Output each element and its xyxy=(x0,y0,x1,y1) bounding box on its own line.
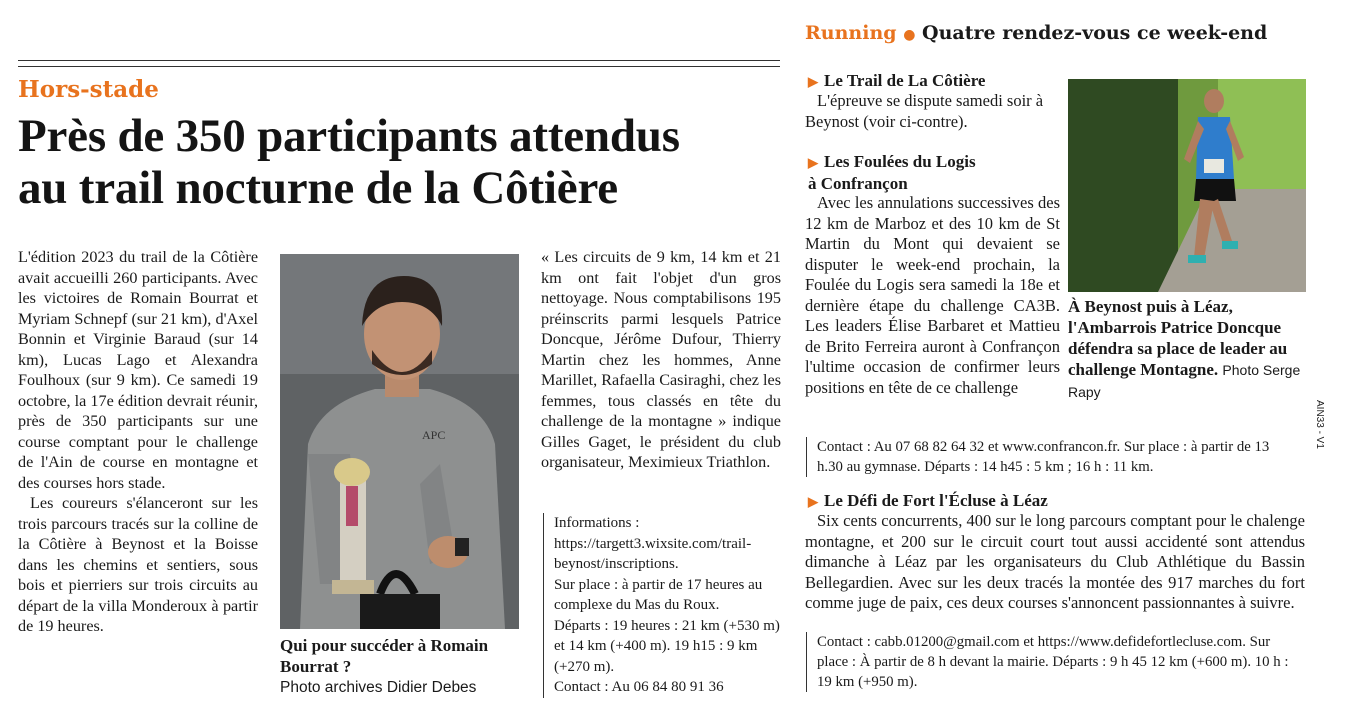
caption-title: À Beynost puis à Léaz, l'Ambarrois Patrice Doncque défendra sa place de leader au challenge Montagne. xyxy=(1068,297,1288,379)
article-column-3 xyxy=(541,247,781,473)
paragraph: Six cents concurrents, 400 sur le long parcours comptant pour le chalenge montagne, et 200 sur le circuit court tout aussi accidenté sont attendus dimanche à Léaz par les organisateurs du Club Athlétique du Bassin Bellegardien. Avec sur les deux tracés la montée des 917 marches du fort comme juge de paix, ces deux courses s'annoncent passionnantes à suivre. xyxy=(805,511,1305,612)
info-line: Contact : Au 06 84 80 91 36 xyxy=(554,679,724,695)
bullet-icon: ● xyxy=(903,27,916,43)
paragraph: « Les circuits de 9 km, 14 km et 21 km ont fait l'objet d'un gros nettoyage. Nous comptabilisons 195 préinscrits parmi lesquels Patrice Doncque, Jérôme Dufour, Thierry Martin chez les hommes, Anne Marillet, Rafaella Casiraghi, chez les femmes, tous classés en tête du challenge de la montagne » indique Gilles Gaget, le président du club organisateur, Meximieux Triathlon. xyxy=(541,248,782,471)
paragraph: Les coureurs s'élanceront sur les trois parcours tracés sur la colline de la Côtière à Beynost et la Boisse dans les chemins et sentiers, sous bois et pierriers sur trois circuits au départ de la villa Monderoux à partir de 19 heures. xyxy=(18,494,258,635)
section-body-1 xyxy=(805,91,1055,132)
svg-text:APC: APC xyxy=(422,428,446,442)
top-rule-2 xyxy=(18,66,780,67)
triangle-icon: ▶ xyxy=(808,155,818,170)
page-code: AIN33 - V1 xyxy=(1314,400,1325,449)
section-title-3 xyxy=(808,490,1288,512)
sidebar-heading xyxy=(805,22,1267,44)
photo-illustration xyxy=(280,254,519,629)
paragraph: Avec les annulations successives des 12 km de Marboz et des 10 km de St Martin du Mont qui devaient se disputer le week-end prochain, la Foulée du Logis sera samedi la 18e et dernière étape du challenge CA3B. Les leaders Élise Barbaret et Mattieu de Brito Ferreira auront à Confrançon l'ultime occasion de confirmer leurs positions en tête de ce challenge xyxy=(805,193,1060,397)
section-title-text: Les Foulées du Logis xyxy=(824,152,976,171)
article-headline xyxy=(18,110,793,214)
section-title-1 xyxy=(808,70,1063,92)
info-line: Informations : https://targett3.wixsite.com/trail-beynost/inscriptions. xyxy=(554,515,752,572)
caption-title: Qui pour succéder à Romain Bourrat ? xyxy=(280,636,489,676)
headline-line-1: Près de 350 participants attendus xyxy=(18,110,680,162)
photo-illustration xyxy=(1068,79,1306,292)
article-column-1 xyxy=(18,247,258,637)
paragraph: L'édition 2023 du trail de la Côtière avait accueilli 260 participants. Avec les victoires de Romain Bourrat et Myriam Schnepf (sur 21 km), d'Axel Bonnin et Virginie Baraud (sur 14 km), Lucas Lago et Alexandra Foulhoux (sur 9 km). Ce samedi 19 octobre, la 17e édition devrait réunir, près de 350 participants sur une course comptant pour le challenge de l'Ain de course en montagne et des courses hors stade. xyxy=(18,248,258,492)
sidebar-title: Quatre rendez-vous ce week-end xyxy=(922,22,1268,44)
contact-info-2: Contact : Au 07 68 82 64 32 et www.confrancon.fr. Sur place : à partir de 13 h.30 au gymnase. Départs : 14 h45 : 5 km ; 16 h : 11 km. xyxy=(806,437,1297,477)
photo-caption xyxy=(280,636,520,698)
sidebar-label: Running xyxy=(805,22,897,44)
top-rule xyxy=(18,60,780,61)
runner-trophy-photo xyxy=(280,254,519,629)
info-line: Sur place : à partir de 17 heures au complexe du Mas du Roux. xyxy=(554,576,763,613)
paragraph: L'épreuve se dispute samedi soir à Beynost (voir ci-contre). xyxy=(805,91,1044,131)
contact-info-3: Contact : cabb.01200@gmail.com et https://www.defidefortlecluse.com. Sur place : À partir de 8 h devant la mairie. Départs : 9 h 45 12 km (+600 m). 10 h : 19 km (+950 m). xyxy=(806,632,1297,692)
runner-race-photo xyxy=(1068,79,1306,292)
photo-caption-2 xyxy=(1068,296,1318,403)
section-title-2 xyxy=(808,151,1063,194)
section-body-2 xyxy=(805,193,1060,398)
section-body-3 xyxy=(805,511,1305,614)
headline-line-2: au trail nocturne de la Côtière xyxy=(18,162,618,214)
practical-info-box xyxy=(543,513,780,698)
photo-credit: Photo archives Didier Debes xyxy=(280,679,477,696)
photo-credit: Photo Serge Rapy xyxy=(1068,362,1301,400)
section-title-text: Le Défi de Fort l'Écluse à Léaz xyxy=(824,491,1048,510)
section-title-text: à Confrançon xyxy=(808,174,908,193)
section-title-text: Le Trail de La Côtière xyxy=(824,71,986,90)
triangle-icon: ▶ xyxy=(808,494,818,509)
info-line: Départs : 19 heures : 21 km (+530 m) et 14 km (+400 m). 19 h15 : 9 km (+270 m). xyxy=(554,617,780,675)
triangle-icon: ▶ xyxy=(808,74,818,89)
article-kicker: Hors-stade xyxy=(18,76,159,103)
